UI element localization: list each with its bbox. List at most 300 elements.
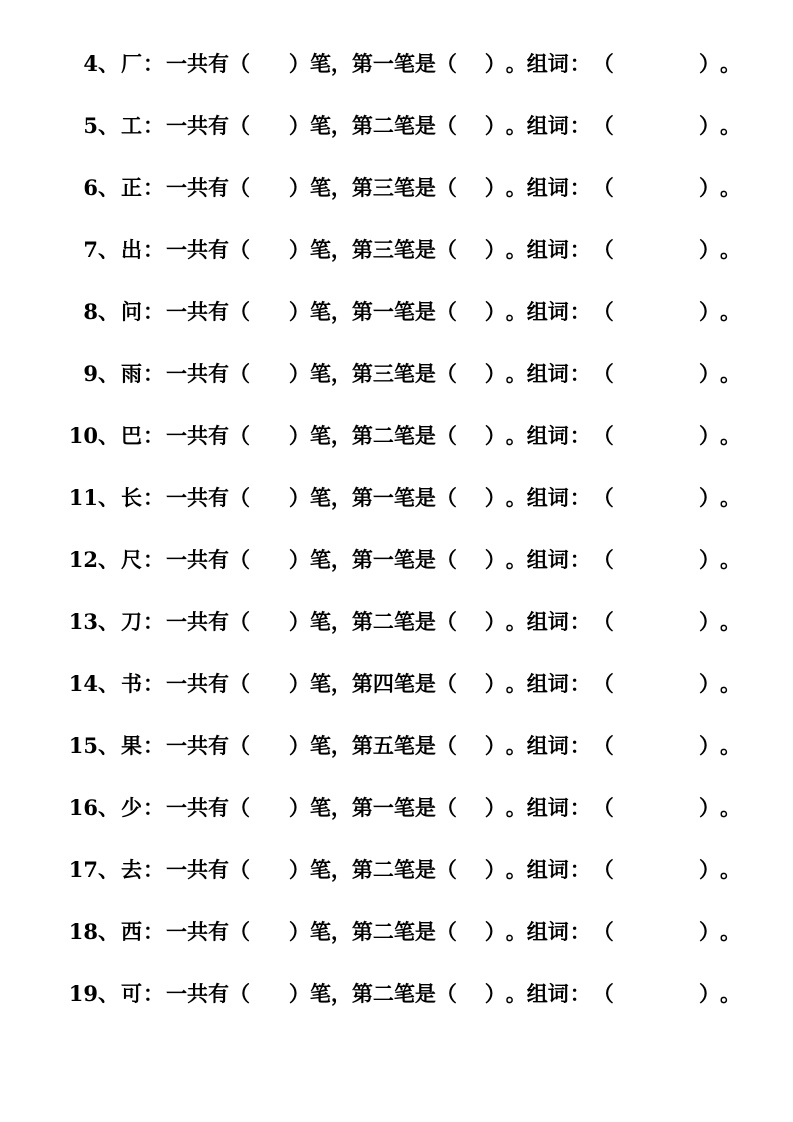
open-paren: （ [435, 981, 457, 1006]
open-paren: （ [592, 857, 614, 882]
question-row [52, 854, 741, 916]
total-strokes-prompt: 一共有 [166, 299, 229, 324]
enumeration-mark: 、 [98, 919, 119, 944]
open-paren: （ [592, 795, 614, 820]
word-label: 组词 [526, 547, 569, 572]
question-row [52, 48, 741, 110]
target-character: 雨 [121, 361, 142, 386]
close-paren: ） [699, 423, 720, 448]
close-paren: ） [699, 547, 720, 572]
nth-ordinal: 一 [372, 795, 394, 820]
nth-suffix: 笔是 [393, 175, 436, 200]
close-paren: ） [484, 547, 506, 572]
enumeration-mark: 、 [98, 51, 119, 76]
word-label: 组词 [526, 175, 569, 200]
question-row [52, 234, 741, 296]
target-character: 出 [121, 237, 142, 262]
period-mark: 。 [505, 361, 527, 386]
close-paren: ） [288, 609, 310, 634]
nth-prefix: 第 [351, 609, 373, 634]
open-paren: （ [229, 113, 250, 138]
nth-prefix: 第 [351, 361, 373, 386]
enumeration-mark: 、 [98, 423, 119, 448]
close-paren: ） [288, 795, 310, 820]
total-strokes-prompt: 一共有 [166, 547, 229, 572]
period-mark: 。 [505, 919, 527, 944]
period-mark: 。 [505, 113, 527, 138]
close-paren: ） [699, 981, 720, 1006]
nth-ordinal: 三 [372, 175, 394, 200]
colon-mark: ： [569, 981, 591, 1006]
total-strokes-prompt: 一共有 [166, 51, 229, 76]
enumeration-mark: 、 [98, 795, 119, 820]
nth-suffix: 笔是 [393, 485, 436, 510]
question-number: 13 [68, 609, 98, 634]
question-number: 9 [83, 361, 98, 386]
nth-suffix: 笔是 [393, 981, 436, 1006]
stroke-unit: 笔 [309, 51, 331, 76]
period-mark: 。 [505, 299, 527, 324]
open-paren: （ [435, 795, 457, 820]
question-number: 15 [68, 733, 98, 758]
nth-suffix: 笔是 [393, 423, 436, 448]
enumeration-mark: 、 [98, 237, 119, 262]
close-paren: ） [484, 981, 506, 1006]
open-paren: （ [435, 919, 457, 944]
question-number: 19 [68, 981, 98, 1006]
word-label: 组词 [526, 671, 569, 696]
enumeration-mark: 、 [98, 485, 119, 510]
period-mark: 。 [505, 51, 527, 76]
stroke-unit: 笔 [309, 299, 331, 324]
colon-mark: ： [569, 175, 591, 200]
enumeration-mark: 、 [98, 361, 119, 386]
nth-ordinal: 四 [372, 671, 394, 696]
open-paren: （ [229, 919, 250, 944]
comma-mark: ， [330, 51, 352, 76]
nth-ordinal: 一 [372, 547, 394, 572]
question-row [52, 172, 741, 234]
nth-prefix: 第 [351, 671, 373, 696]
close-paren: ） [484, 361, 506, 386]
total-strokes-prompt: 一共有 [166, 113, 229, 138]
close-paren: ） [484, 919, 506, 944]
close-paren: ） [699, 113, 720, 138]
target-character: 长 [121, 485, 142, 510]
comma-mark: ， [330, 175, 352, 200]
period-mark: 。 [720, 609, 741, 634]
target-character: 可 [121, 981, 142, 1006]
target-character: 问 [121, 299, 142, 324]
target-character: 少 [121, 795, 142, 820]
open-paren: （ [592, 113, 614, 138]
nth-suffix: 笔是 [393, 919, 436, 944]
close-paren: ） [484, 857, 506, 882]
comma-mark: ， [330, 733, 352, 758]
stroke-unit: 笔 [309, 423, 331, 448]
period-mark: 。 [720, 423, 741, 448]
colon-mark: ： [569, 299, 591, 324]
period-mark: 。 [720, 857, 741, 882]
nth-suffix: 笔是 [393, 609, 436, 634]
comma-mark: ， [330, 919, 352, 944]
close-paren: ） [484, 795, 506, 820]
colon-mark: ： [569, 485, 591, 510]
period-mark: 。 [505, 547, 527, 572]
colon-mark: ： [143, 733, 164, 758]
close-paren: ） [484, 609, 506, 634]
word-label: 组词 [526, 795, 569, 820]
question-list [52, 48, 741, 1040]
close-paren: ） [699, 857, 720, 882]
colon-mark: ： [569, 423, 591, 448]
open-paren: （ [592, 919, 614, 944]
comma-mark: ， [330, 547, 352, 572]
total-strokes-prompt: 一共有 [166, 609, 229, 634]
nth-prefix: 第 [351, 51, 373, 76]
open-paren: （ [229, 51, 250, 76]
target-character: 工 [121, 113, 142, 138]
nth-prefix: 第 [351, 237, 373, 262]
period-mark: 。 [720, 299, 741, 324]
question-row [52, 792, 741, 854]
word-label: 组词 [526, 423, 569, 448]
close-paren: ） [484, 485, 506, 510]
nth-prefix: 第 [351, 547, 373, 572]
enumeration-mark: 、 [98, 175, 119, 200]
comma-mark: ， [330, 981, 352, 1006]
period-mark: 。 [720, 113, 741, 138]
open-paren: （ [229, 795, 250, 820]
open-paren: （ [229, 609, 250, 634]
close-paren: ） [699, 919, 720, 944]
nth-ordinal: 一 [372, 485, 394, 510]
question-number: 7 [83, 237, 98, 262]
nth-suffix: 笔是 [393, 671, 436, 696]
open-paren: （ [592, 237, 614, 262]
comma-mark: ， [330, 609, 352, 634]
nth-ordinal: 五 [372, 733, 394, 758]
colon-mark: ： [143, 237, 164, 262]
open-paren: （ [435, 609, 457, 634]
nth-ordinal: 三 [372, 237, 394, 262]
period-mark: 。 [720, 981, 741, 1006]
period-mark: 。 [505, 857, 527, 882]
total-strokes-prompt: 一共有 [166, 361, 229, 386]
question-number: 14 [68, 671, 98, 696]
period-mark: 。 [720, 919, 741, 944]
word-label: 组词 [526, 609, 569, 634]
question-number: 12 [68, 547, 98, 572]
period-mark: 。 [720, 671, 741, 696]
question-number: 11 [68, 485, 98, 510]
close-paren: ） [288, 485, 310, 510]
target-character: 尺 [121, 547, 142, 572]
nth-prefix: 第 [351, 795, 373, 820]
colon-mark: ： [143, 547, 164, 572]
open-paren: （ [435, 175, 457, 200]
stroke-unit: 笔 [309, 981, 331, 1006]
nth-suffix: 笔是 [393, 733, 436, 758]
nth-prefix: 第 [351, 919, 373, 944]
comma-mark: ， [330, 237, 352, 262]
period-mark: 。 [720, 361, 741, 386]
question-number: 16 [68, 795, 98, 820]
period-mark: 。 [505, 733, 527, 758]
target-character: 书 [121, 671, 142, 696]
close-paren: ） [288, 733, 310, 758]
period-mark: 。 [720, 795, 741, 820]
question-number: 18 [68, 919, 98, 944]
period-mark: 。 [720, 733, 741, 758]
colon-mark: ： [143, 919, 164, 944]
close-paren: ） [484, 175, 506, 200]
nth-ordinal: 二 [372, 609, 394, 634]
open-paren: （ [435, 857, 457, 882]
nth-prefix: 第 [351, 485, 373, 510]
colon-mark: ： [143, 485, 164, 510]
colon-mark: ： [569, 51, 591, 76]
close-paren: ） [699, 361, 720, 386]
colon-mark: ： [143, 113, 164, 138]
question-number: 17 [68, 857, 98, 882]
period-mark: 。 [505, 609, 527, 634]
target-character: 正 [121, 175, 142, 200]
stroke-unit: 笔 [309, 113, 331, 138]
stroke-unit: 笔 [309, 547, 331, 572]
nth-prefix: 第 [351, 299, 373, 324]
colon-mark: ： [143, 857, 164, 882]
total-strokes-prompt: 一共有 [166, 857, 229, 882]
word-label: 组词 [526, 857, 569, 882]
target-character: 刀 [121, 609, 142, 634]
nth-ordinal: 三 [372, 361, 394, 386]
open-paren: （ [592, 175, 614, 200]
close-paren: ） [288, 981, 310, 1006]
close-paren: ） [288, 857, 310, 882]
comma-mark: ， [330, 671, 352, 696]
open-paren: （ [592, 423, 614, 448]
question-number: 10 [68, 423, 98, 448]
comma-mark: ， [330, 485, 352, 510]
open-paren: （ [229, 423, 250, 448]
comma-mark: ， [330, 361, 352, 386]
enumeration-mark: 、 [98, 609, 119, 634]
enumeration-mark: 、 [98, 299, 119, 324]
nth-prefix: 第 [351, 175, 373, 200]
word-label: 组词 [526, 113, 569, 138]
close-paren: ） [288, 547, 310, 572]
colon-mark: ： [569, 547, 591, 572]
colon-mark: ： [143, 299, 164, 324]
colon-mark: ： [143, 175, 164, 200]
question-row [52, 730, 741, 792]
close-paren: ） [484, 671, 506, 696]
open-paren: （ [229, 671, 250, 696]
question-row [52, 420, 741, 482]
open-paren: （ [229, 361, 250, 386]
period-mark: 。 [505, 485, 527, 510]
total-strokes-prompt: 一共有 [166, 981, 229, 1006]
open-paren: （ [435, 237, 457, 262]
nth-ordinal: 二 [372, 423, 394, 448]
nth-suffix: 笔是 [393, 547, 436, 572]
comma-mark: ， [330, 423, 352, 448]
open-paren: （ [229, 733, 250, 758]
colon-mark: ： [143, 51, 164, 76]
stroke-unit: 笔 [309, 485, 331, 510]
open-paren: （ [592, 361, 614, 386]
close-paren: ） [484, 299, 506, 324]
close-paren: ） [699, 175, 720, 200]
nth-suffix: 笔是 [393, 857, 436, 882]
stroke-unit: 笔 [309, 237, 331, 262]
close-paren: ） [699, 733, 720, 758]
enumeration-mark: 、 [98, 857, 119, 882]
open-paren: （ [435, 485, 457, 510]
open-paren: （ [435, 733, 457, 758]
nth-ordinal: 二 [372, 919, 394, 944]
open-paren: （ [592, 671, 614, 696]
close-paren: ） [288, 175, 310, 200]
nth-suffix: 笔是 [393, 795, 436, 820]
target-character: 厂 [121, 51, 142, 76]
question-row [52, 916, 741, 978]
question-row [52, 668, 741, 730]
open-paren: （ [592, 981, 614, 1006]
period-mark: 。 [505, 237, 527, 262]
comma-mark: ， [330, 795, 352, 820]
close-paren: ） [288, 423, 310, 448]
nth-ordinal: 一 [372, 51, 394, 76]
nth-suffix: 笔是 [393, 51, 436, 76]
close-paren: ） [288, 237, 310, 262]
question-row [52, 110, 741, 172]
close-paren: ） [288, 51, 310, 76]
comma-mark: ， [330, 857, 352, 882]
colon-mark: ： [569, 113, 591, 138]
nth-suffix: 笔是 [393, 299, 436, 324]
nth-suffix: 笔是 [393, 361, 436, 386]
open-paren: （ [435, 361, 457, 386]
open-paren: （ [229, 981, 250, 1006]
period-mark: 。 [720, 175, 741, 200]
stroke-unit: 笔 [309, 857, 331, 882]
open-paren: （ [592, 51, 614, 76]
stroke-unit: 笔 [309, 733, 331, 758]
open-paren: （ [229, 857, 250, 882]
colon-mark: ： [569, 857, 591, 882]
close-paren: ） [288, 919, 310, 944]
word-label: 组词 [526, 237, 569, 262]
stroke-unit: 笔 [309, 609, 331, 634]
colon-mark: ： [569, 671, 591, 696]
word-label: 组词 [526, 299, 569, 324]
question-row [52, 358, 741, 420]
nth-ordinal: 二 [372, 113, 394, 138]
question-row [52, 606, 741, 668]
open-paren: （ [435, 423, 457, 448]
period-mark: 。 [720, 51, 741, 76]
nth-prefix: 第 [351, 857, 373, 882]
target-character: 西 [121, 919, 142, 944]
open-paren: （ [435, 113, 457, 138]
colon-mark: ： [143, 423, 164, 448]
period-mark: 。 [505, 671, 527, 696]
open-paren: （ [435, 51, 457, 76]
open-paren: （ [592, 547, 614, 572]
open-paren: （ [592, 609, 614, 634]
nth-ordinal: 一 [372, 299, 394, 324]
word-label: 组词 [526, 733, 569, 758]
close-paren: ） [484, 423, 506, 448]
enumeration-mark: 、 [98, 733, 119, 758]
open-paren: （ [229, 175, 250, 200]
question-row [52, 482, 741, 544]
period-mark: 。 [505, 423, 527, 448]
colon-mark: ： [143, 609, 164, 634]
enumeration-mark: 、 [98, 547, 119, 572]
close-paren: ） [484, 51, 506, 76]
total-strokes-prompt: 一共有 [166, 795, 229, 820]
period-mark: 。 [720, 547, 741, 572]
colon-mark: ： [143, 671, 164, 696]
word-label: 组词 [526, 361, 569, 386]
open-paren: （ [229, 237, 250, 262]
stroke-unit: 笔 [309, 361, 331, 386]
nth-ordinal: 二 [372, 857, 394, 882]
comma-mark: ， [330, 299, 352, 324]
period-mark: 。 [505, 175, 527, 200]
colon-mark: ： [143, 795, 164, 820]
question-number: 5 [83, 113, 98, 138]
total-strokes-prompt: 一共有 [166, 485, 229, 510]
word-label: 组词 [526, 51, 569, 76]
total-strokes-prompt: 一共有 [166, 175, 229, 200]
open-paren: （ [229, 299, 250, 324]
total-strokes-prompt: 一共有 [166, 671, 229, 696]
comma-mark: ， [330, 113, 352, 138]
nth-prefix: 第 [351, 733, 373, 758]
target-character: 果 [121, 733, 142, 758]
nth-prefix: 第 [351, 113, 373, 138]
enumeration-mark: 、 [98, 981, 119, 1006]
colon-mark: ： [569, 795, 591, 820]
question-number: 6 [83, 175, 98, 200]
colon-mark: ： [143, 981, 164, 1006]
enumeration-mark: 、 [98, 113, 119, 138]
colon-mark: ： [569, 609, 591, 634]
stroke-unit: 笔 [309, 919, 331, 944]
colon-mark: ： [569, 237, 591, 262]
stroke-unit: 笔 [309, 175, 331, 200]
total-strokes-prompt: 一共有 [166, 237, 229, 262]
stroke-unit: 笔 [309, 671, 331, 696]
close-paren: ） [288, 361, 310, 386]
open-paren: （ [592, 299, 614, 324]
colon-mark: ： [569, 919, 591, 944]
period-mark: 。 [505, 795, 527, 820]
open-paren: （ [592, 733, 614, 758]
enumeration-mark: 、 [98, 671, 119, 696]
word-label: 组词 [526, 919, 569, 944]
close-paren: ） [699, 51, 720, 76]
open-paren: （ [435, 671, 457, 696]
nth-suffix: 笔是 [393, 237, 436, 262]
nth-prefix: 第 [351, 981, 373, 1006]
close-paren: ） [484, 113, 506, 138]
close-paren: ） [699, 299, 720, 324]
